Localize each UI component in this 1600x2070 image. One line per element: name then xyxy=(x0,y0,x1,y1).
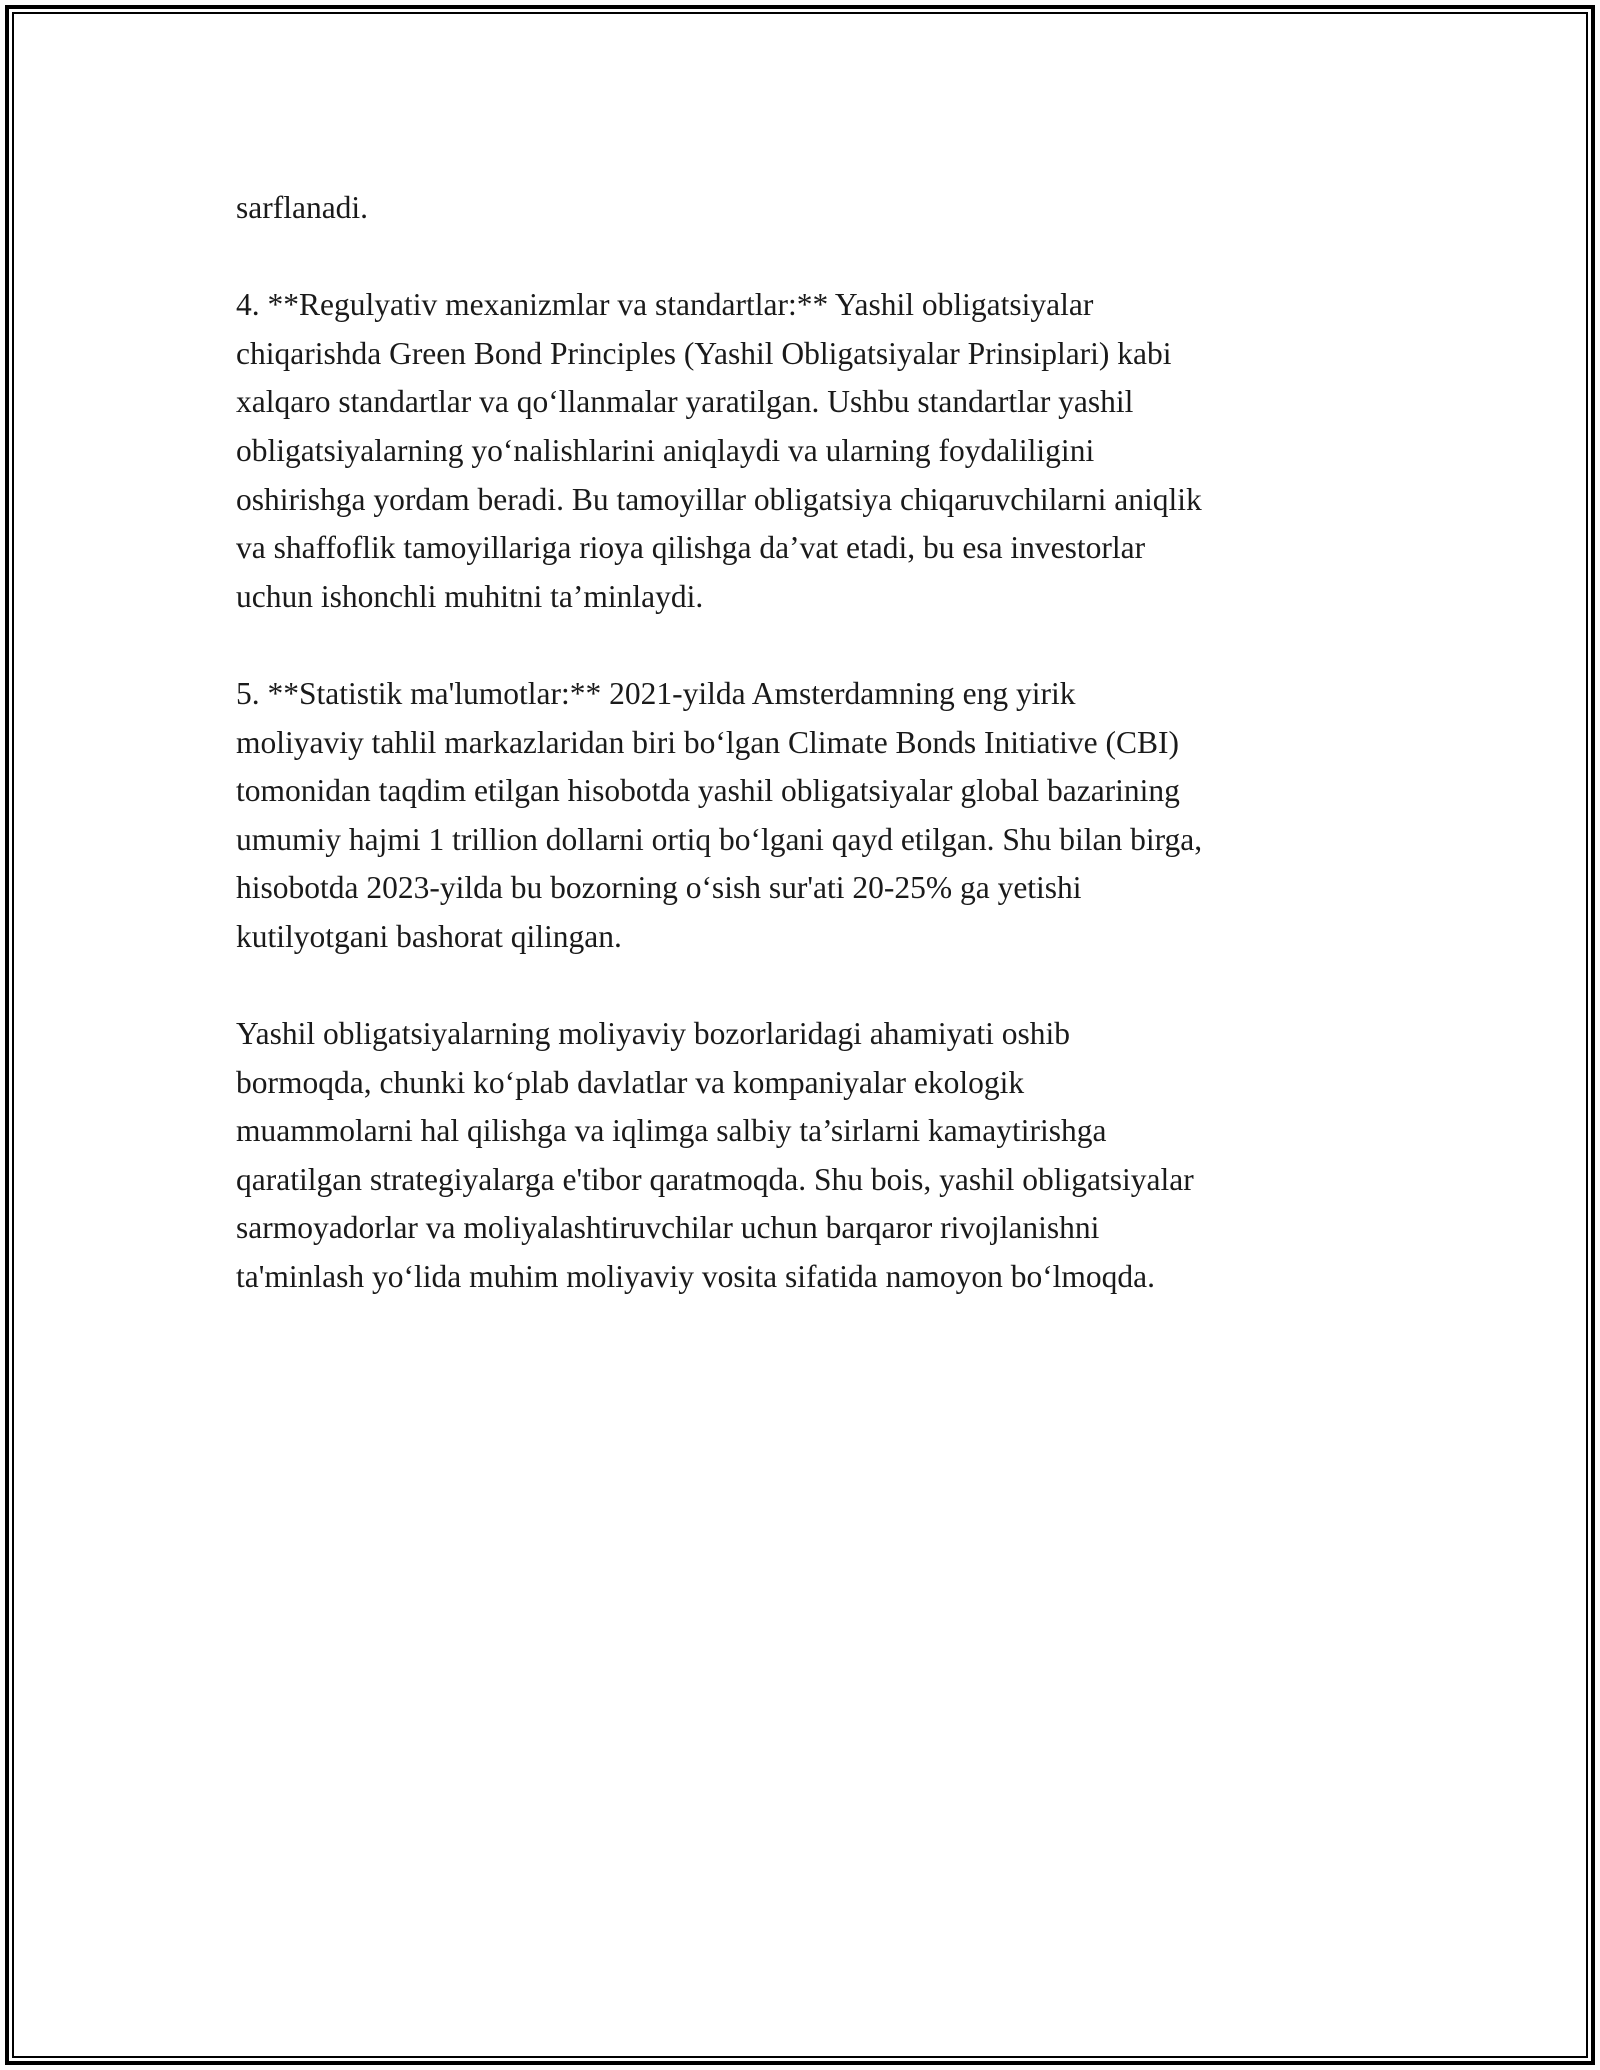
text-line: Yashil obligatsiyalarning moliyaviy bozorlaridagi ahamiyati oshib xyxy=(236,1016,1071,1052)
text-line: sarmoyadorlar va moliyalashtiruvchilar uchun barqaror rivojlanishni xyxy=(236,1210,1100,1246)
text-line: qaratilgan strategiyalarga e'tibor qaratmoqda. Shu bois, yashil obligatsiyalar xyxy=(236,1161,1194,1197)
text-line: chiqarishda Green Bond Principles (Yashil Obligatsiyalar Prinsiplari) kabi xyxy=(236,335,1172,371)
text-line: xalqaro standartlar va qoʻllanmalar yaratilgan. Ushbu standartlar yashil xyxy=(236,384,1134,420)
paragraph-spacer xyxy=(236,962,1396,1011)
text-line: va shaffoflik tamoyillariga rioya qilishga da’vat etadi, bu esa investorlar xyxy=(236,530,1146,566)
text-line: sarflanadi. xyxy=(236,190,369,225)
text-line: ta'minlash yoʻlida muhim moliyaviy vosita sifatida namoyon boʻlmoqda. xyxy=(236,1259,1156,1295)
paragraph-spacer xyxy=(236,621,1396,670)
paragraph-regulatory-mechanisms xyxy=(236,281,1396,621)
paragraph-conclusion xyxy=(236,1010,1396,1302)
document-body xyxy=(236,184,1396,1302)
text-line: uchun ishonchli muhitni ta’minlaydi. xyxy=(236,578,704,614)
paragraph-spacer xyxy=(236,233,1396,282)
text-line: moliyaviy tahlil markazlaridan biri boʻlgan Climate Bonds Initiative (CBI) xyxy=(236,724,1180,760)
text-line: hisobotda 2023-yilda bu bozorning oʻsish sur'ati 20-25% ga yetishi xyxy=(236,870,1082,906)
text-line: kutilyotgani bashorat qilingan. xyxy=(236,918,622,954)
text-line: tomonidan taqdim etilgan hisobotda yashil obligatsiyalar global bazarining xyxy=(236,773,1180,809)
paragraph-statistics xyxy=(236,670,1396,962)
text-line: obligatsiyalarning yoʻnalishlarini aniqlaydi va ularning foydaliligini xyxy=(236,432,1095,468)
text-line: umumiy hajmi 1 trillion dollarni ortiq boʻlgani qayd etilgan. Shu bilan birga, xyxy=(236,821,1203,857)
text-line: bormoqda, chunki koʻplab davlatlar va kompaniyalar ekologik xyxy=(236,1064,1025,1100)
text-line: 4. **Regulyativ mexanizmlar va standartlar:** Yashil obligatsiyalar xyxy=(236,287,1094,323)
paragraph-continuation xyxy=(236,184,1396,233)
text-line: muammolarni hal qilishga va iqlimga salbiy ta’sirlarni kamaytirishga xyxy=(236,1113,1107,1149)
text-line: 5. **Statistik ma'lumotlar:** 2021-yilda Amsterdamning eng yirik xyxy=(236,675,1076,711)
text-line: oshirishga yordam beradi. Bu tamoyillar obligatsiya chiqaruvchilarni aniqlik xyxy=(236,481,1202,517)
